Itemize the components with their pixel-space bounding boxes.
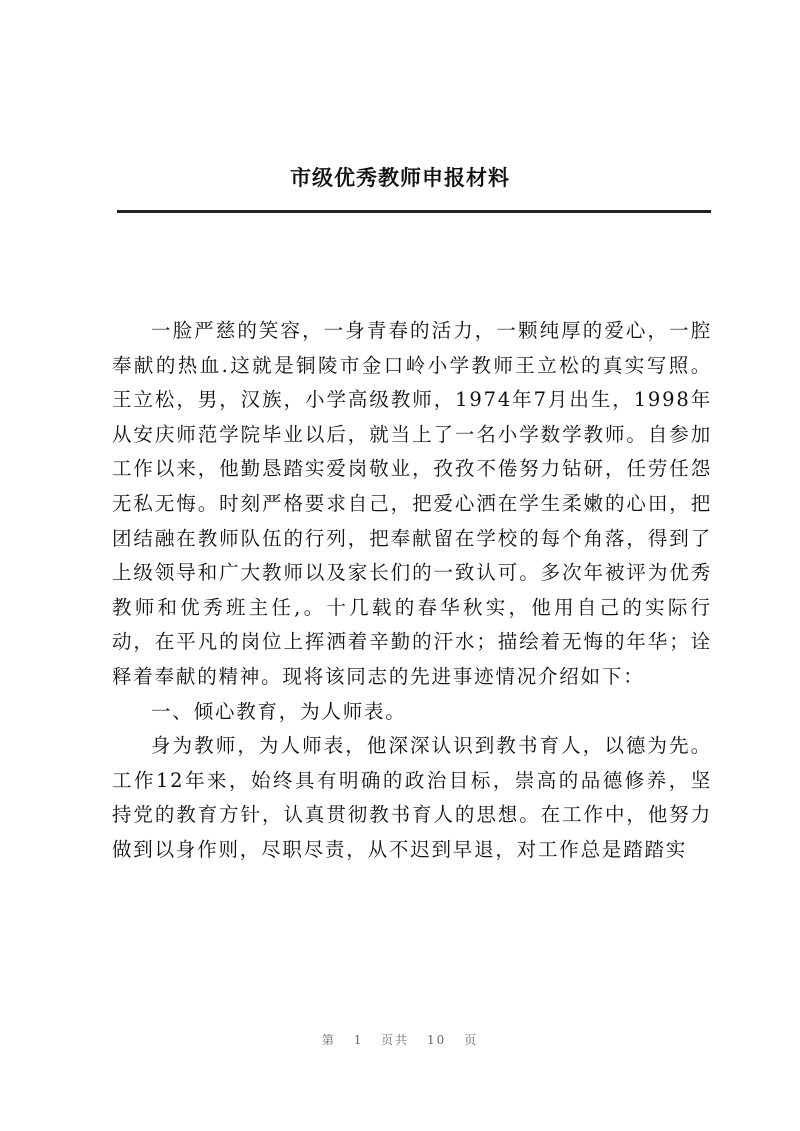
footer-total-pages: 10	[427, 1033, 447, 1047]
footer-prefix: 第	[321, 1033, 336, 1047]
footer-current-page: 1	[353, 1033, 364, 1047]
document-title: 市级优秀教师申报材料	[290, 165, 510, 190]
title-underline	[117, 210, 711, 213]
footer-middle: 页共	[381, 1033, 410, 1047]
section-heading-1: 一、倾心教育，为人师表。	[151, 699, 407, 723]
footer-suffix: 页	[464, 1033, 479, 1047]
page-footer	[0, 1031, 800, 1048]
paragraph-section-1: 身为教师，为人师表，他深深认识到教书育人，以德为先。工作12年来，始终具有明确的政治目标，崇高的品德修养，坚持党的教育方针，认真贯彻教书育人的思想。在工作中，他努力做到以身作则，尽职尽责，从不迟到早退，对工作总是踏踏实	[112, 734, 712, 861]
document-body	[112, 314, 712, 868]
paragraph-intro: 一脸严慈的笑容，一身青春的活力，一颗纯厚的爱心，一腔奉献的热血.这就是铜陵市金口岭小学教师王立松的真实写照。王立松，男，汉族，小学高级教师，1974年7月出生，1998年从安庆师范学院毕业以后，就当上了一名小学数学教师。自参加工作以来，他勤恳踏实爱岗敬业，孜孜不倦努力钻研，任劳任怨无私无悔。时刻严格要求自己，把爱心洒在学生柔嫩的心田，把团结融在教师队伍的行列，把奉献留在学校的每个角落，得到了上级领导和广大教师以及家长们的一致认可。多次年被评为优秀教师和优秀班主任,。十几载的春华秋实，他用自己的实际行动，在平凡的岗位上挥洒着辛勤的汗水；描绘着无悔的年华；诠释着奉献的精神。现将该同志的先进事迹情况介绍如下：	[112, 319, 712, 688]
